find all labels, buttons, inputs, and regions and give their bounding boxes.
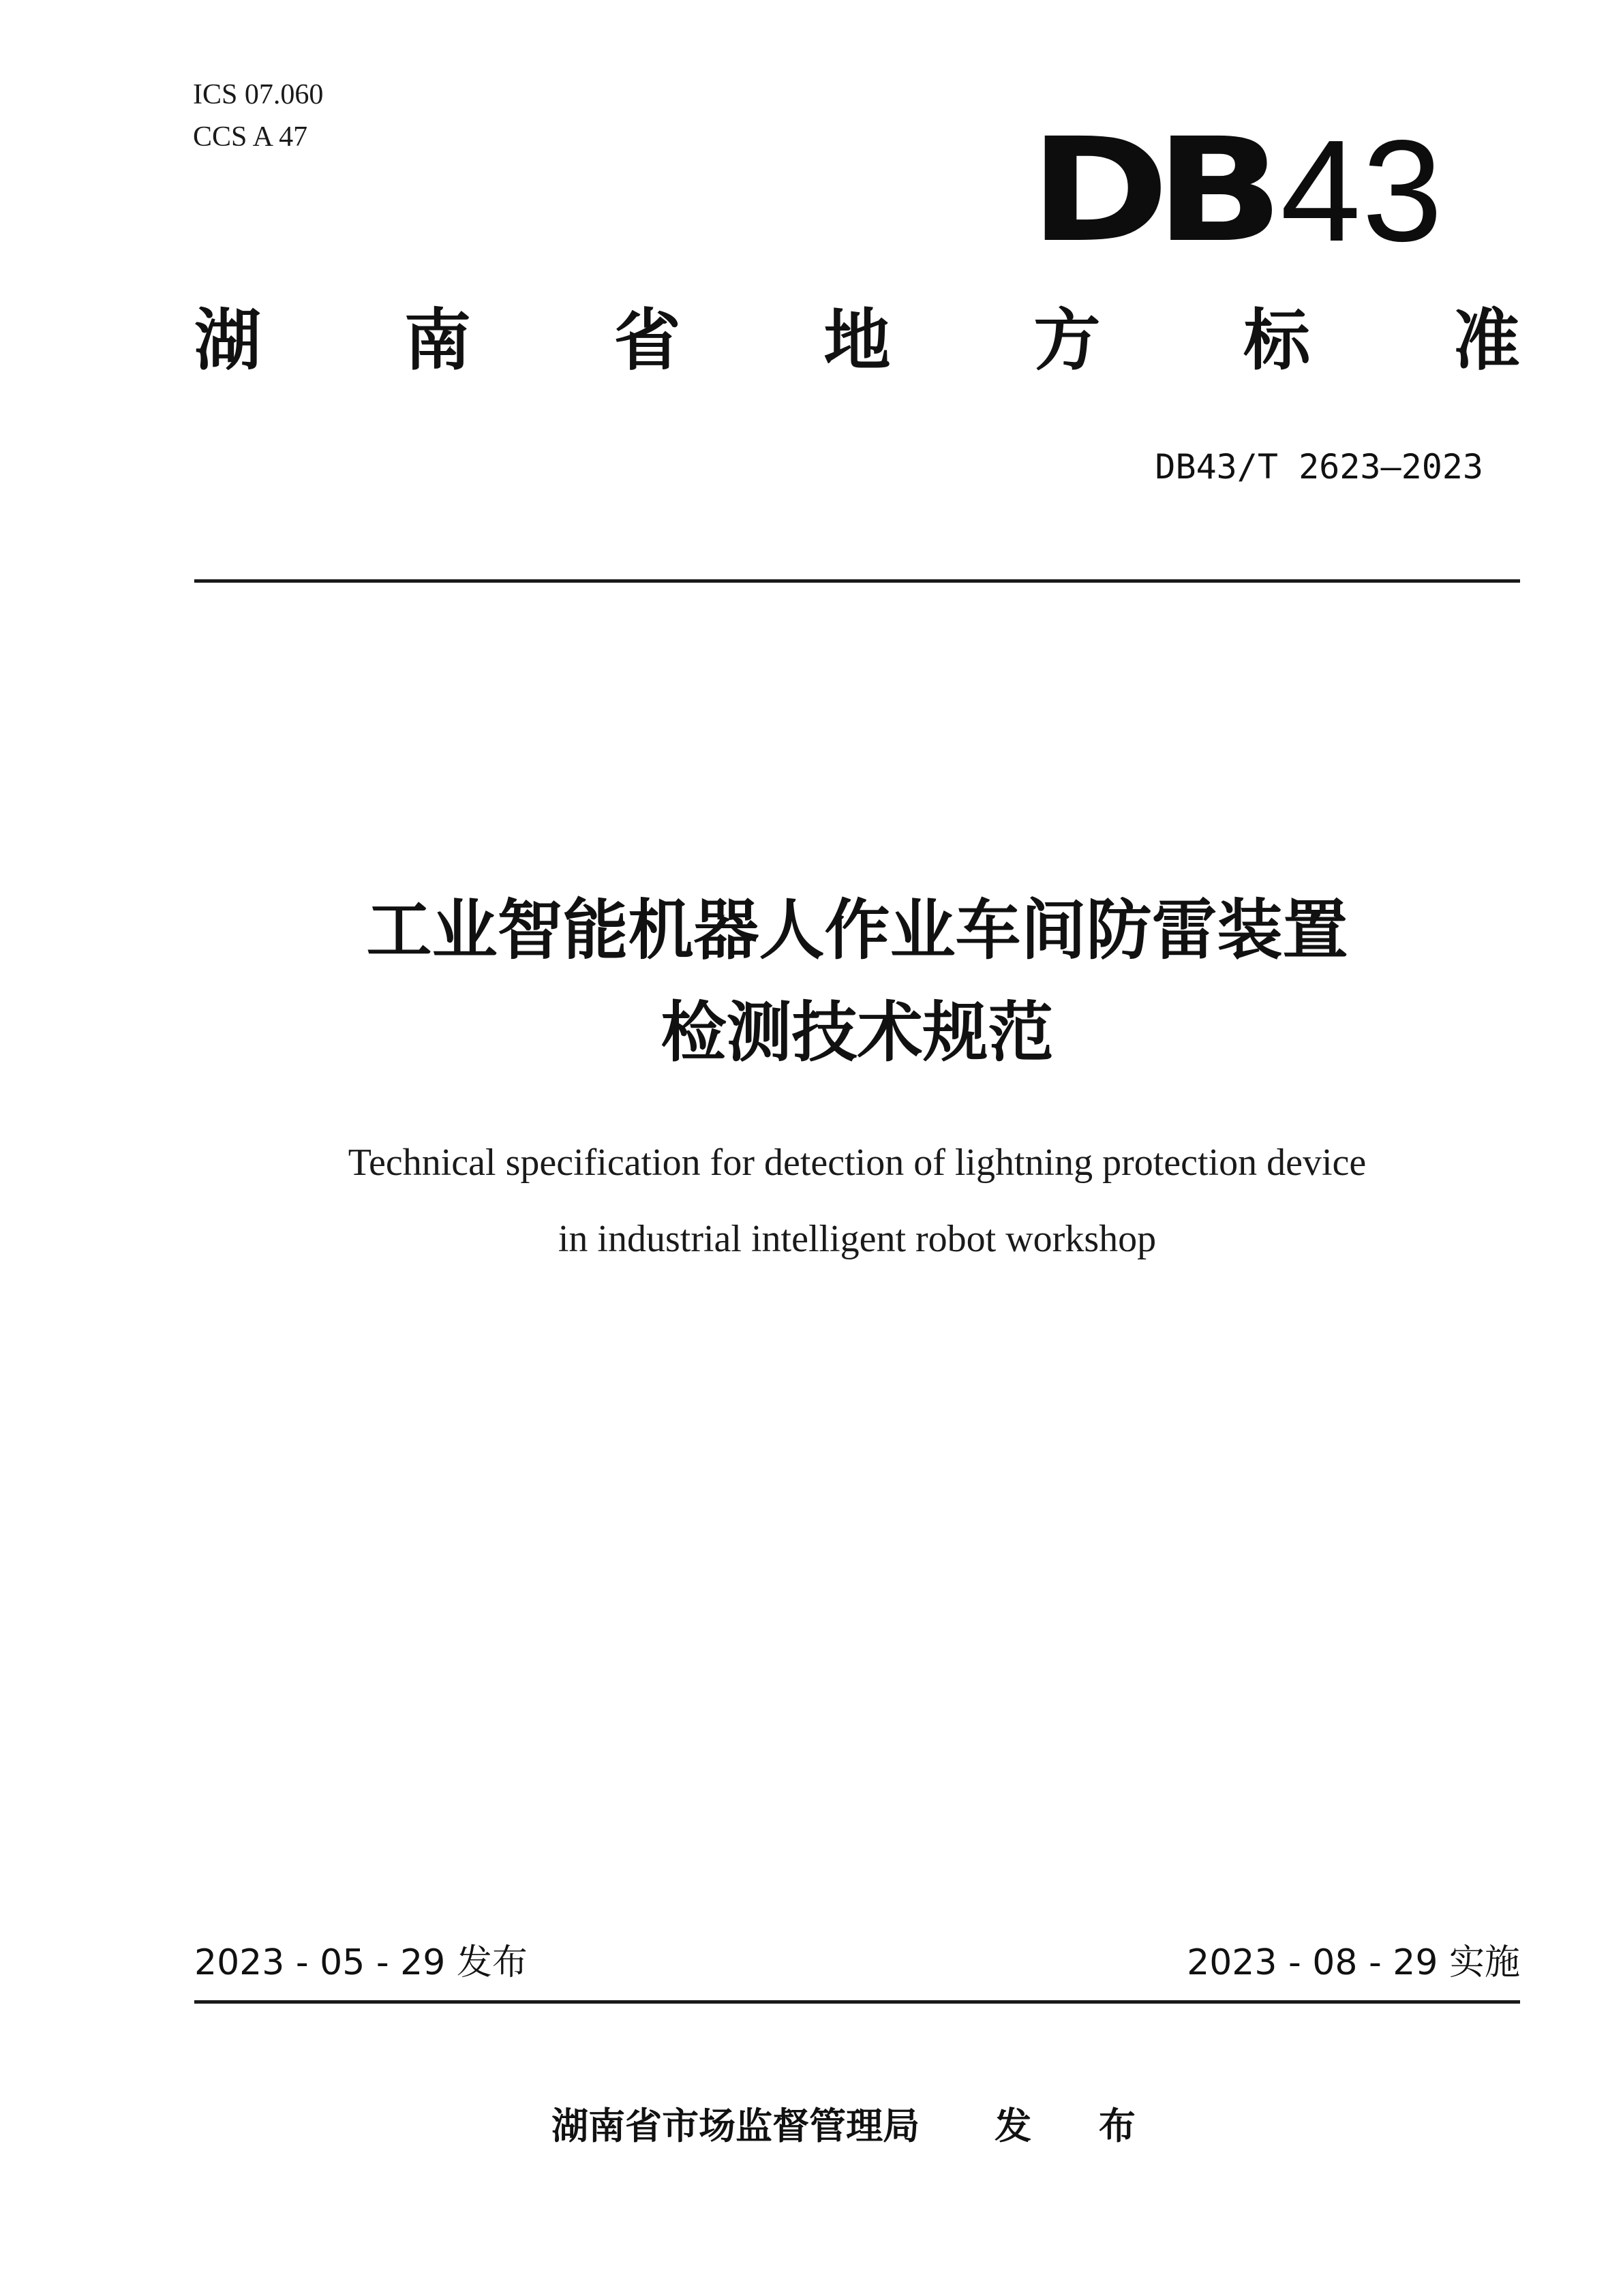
db43-logo <box>1029 107 1444 274</box>
logo-db-text: DB <box>1029 107 1270 274</box>
standard-type-char: 准 <box>1453 302 1520 380</box>
issue-action: 发 布 <box>995 2104 1163 2147</box>
standard-number: DB43/T 2623—2023 <box>1155 447 1483 487</box>
standard-type-char: 湖 <box>194 302 262 380</box>
english-title <box>194 1124 1520 1277</box>
english-title-line-2: in industrial intelligent robot workshop <box>558 1218 1157 1260</box>
ics-code: ICS 07.060 <box>193 79 324 110</box>
classification-codes <box>193 74 323 158</box>
issuer-line <box>194 2102 1520 2150</box>
chinese-title-line-2: 检测技术规范 <box>661 994 1054 1071</box>
logo-number: 43 <box>1280 110 1444 271</box>
top-divider <box>194 579 1520 583</box>
standard-type-heading <box>194 300 1520 382</box>
standard-type-char: 省 <box>613 302 681 380</box>
implementation-date: 2023 - 08 - 29 实施 <box>1187 1942 1520 1983</box>
standard-type-char: 方 <box>1033 302 1101 380</box>
date-row <box>194 1939 1520 1987</box>
ccs-code: CCS A 47 <box>193 121 308 153</box>
standard-type-char: 地 <box>823 302 891 380</box>
english-title-line-1: Technical specification for detection of lightning protection device <box>348 1142 1367 1184</box>
standard-type-char: 南 <box>404 302 471 380</box>
issuer-name: 湖南省市场监督管理局 <box>551 2104 920 2147</box>
chinese-title-line-1: 工业智能机器人作业车间防雷装置 <box>366 892 1348 968</box>
chinese-title <box>194 879 1520 1084</box>
bottom-divider <box>194 2000 1520 2004</box>
standard-type-char: 标 <box>1243 302 1311 380</box>
issue-date: 2023 - 05 - 29 发布 <box>194 1942 528 1983</box>
